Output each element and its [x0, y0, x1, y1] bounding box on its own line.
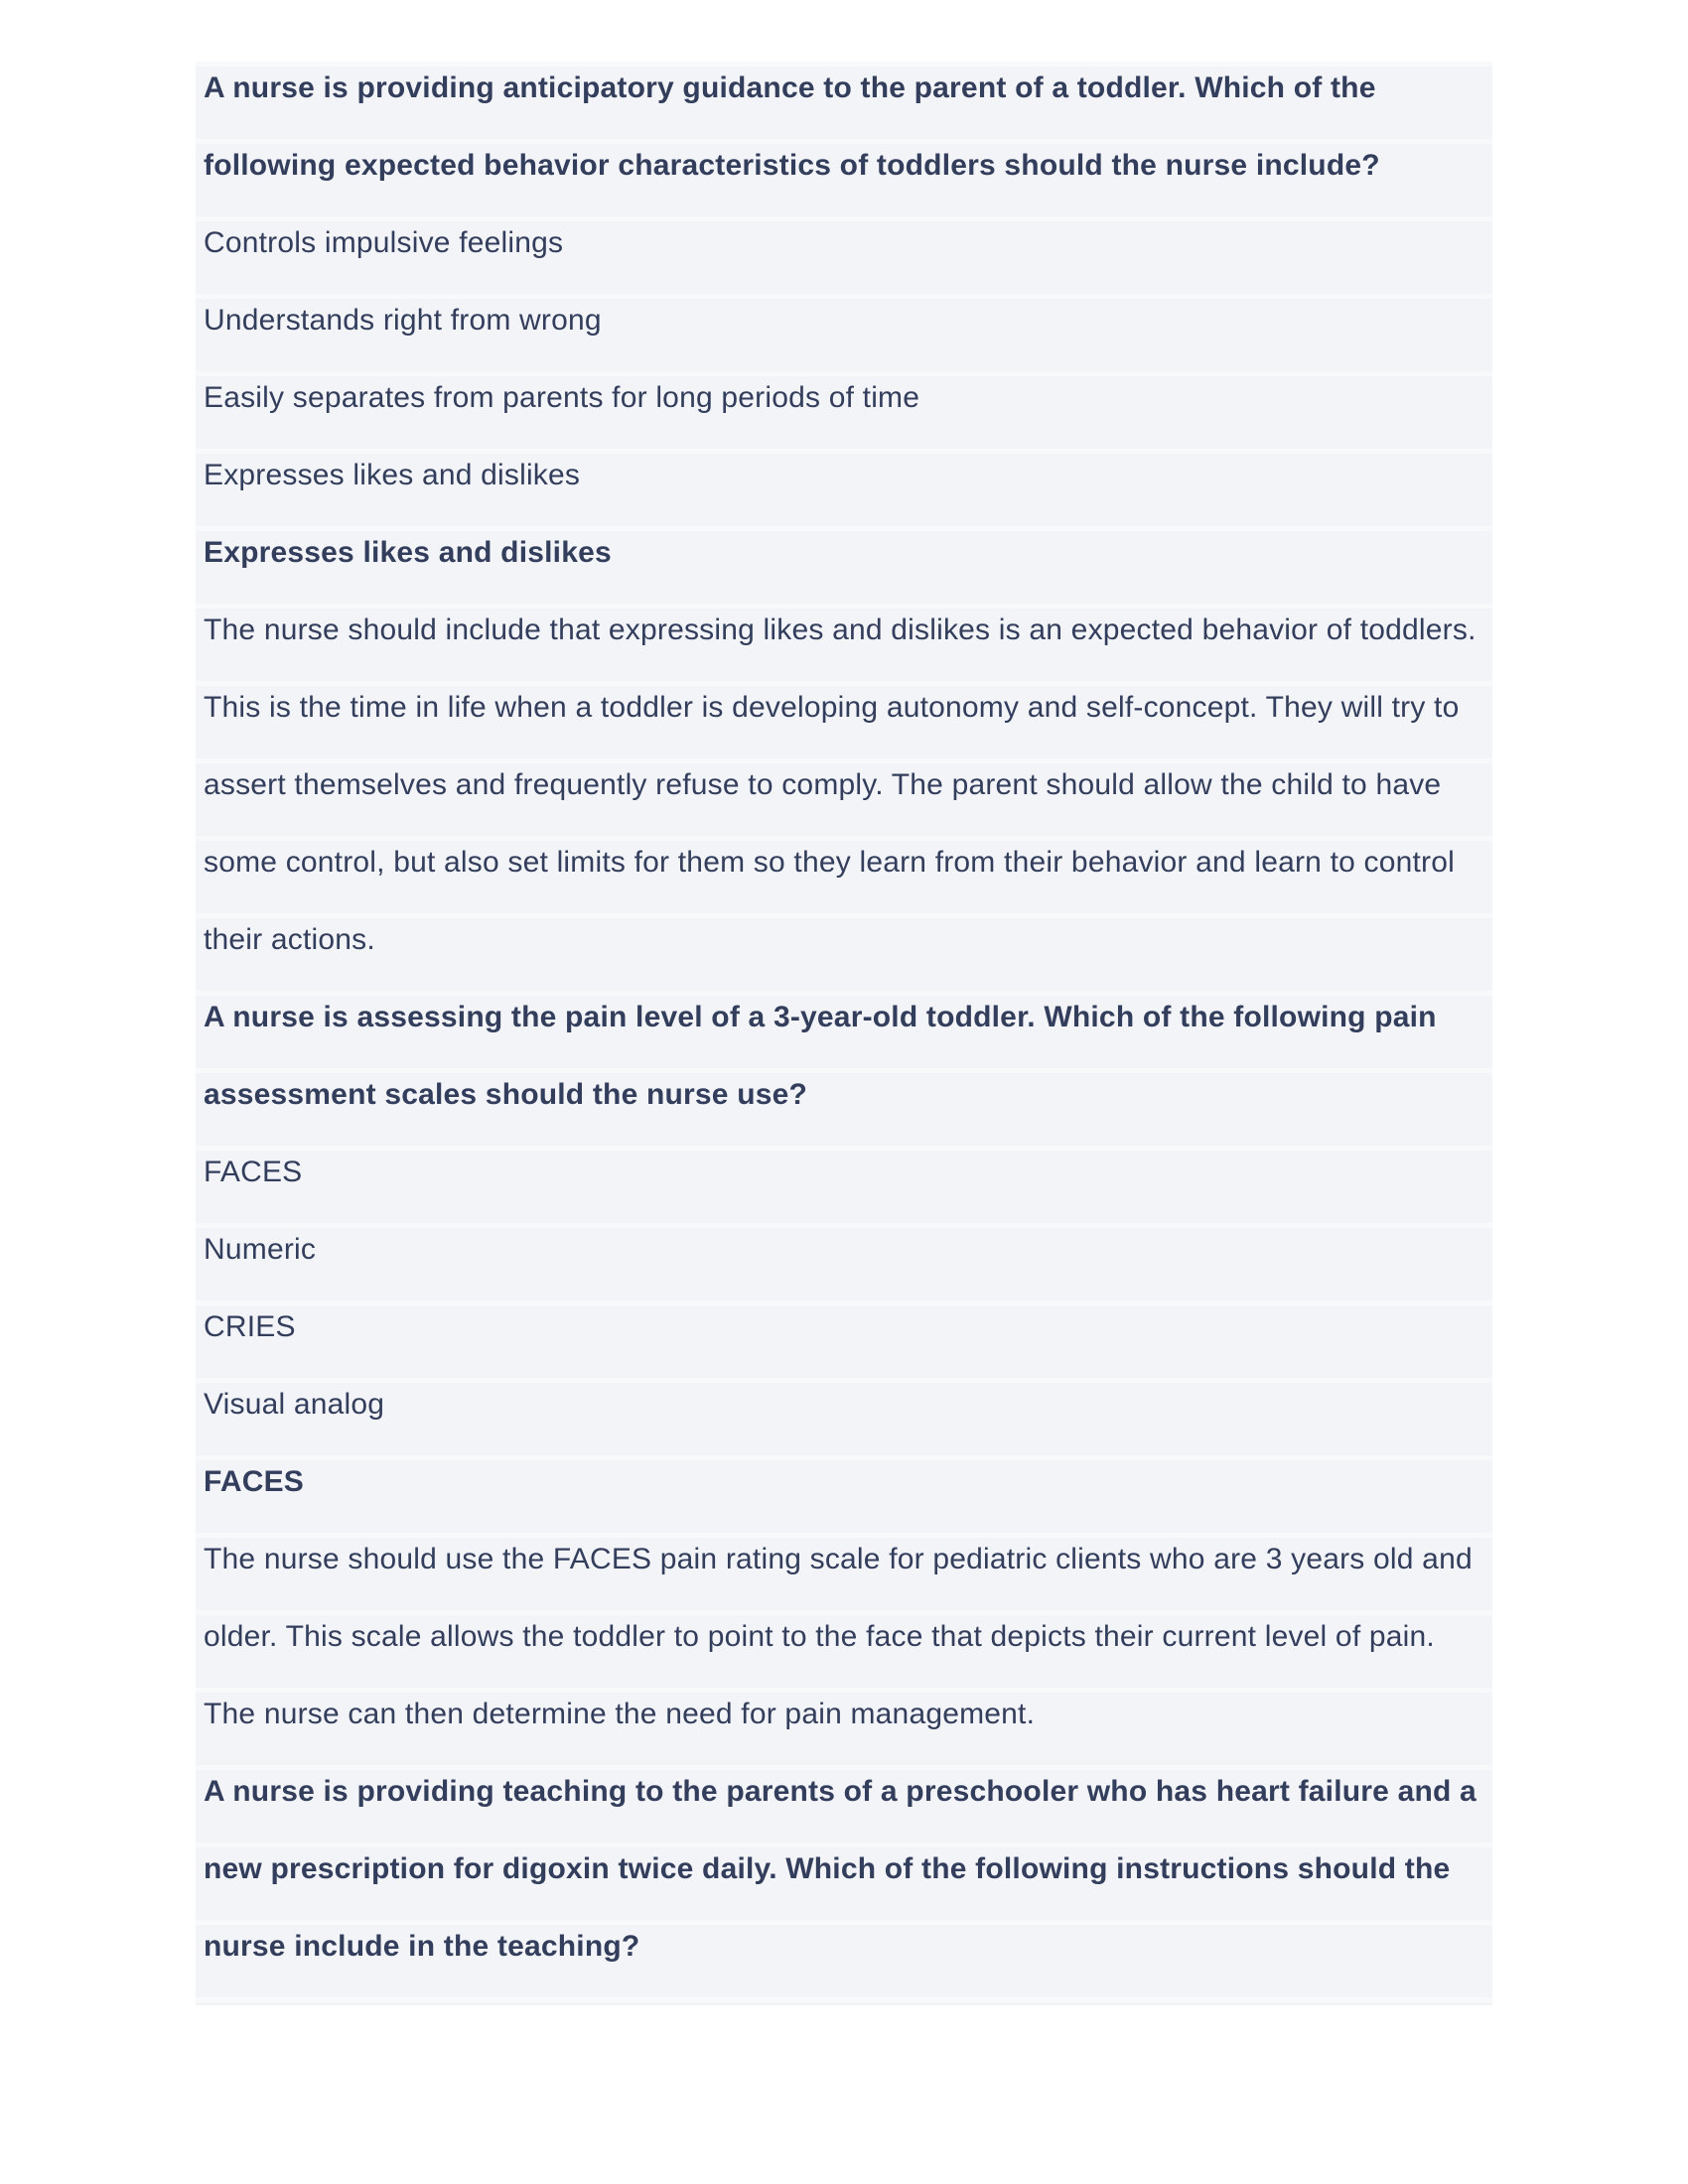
answer-text: FACES [204, 1465, 305, 1498]
option-text: CRIES [204, 1310, 296, 1343]
answer-text: Expresses likes and dislikes [204, 536, 612, 569]
option-text: Easily separates from parents for long periods of time [204, 381, 920, 414]
quiz-content-block [196, 62, 1492, 2005]
option-text: Controls impulsive feelings [204, 226, 564, 259]
option-text: FACES [204, 1156, 303, 1188]
explanation-text: The nurse should include that expressing likes and dislikes is an expected behavior of toddlers. This is the time in life when a toddler is developing autonomy and self-concept. They will try to assert themselves and frequently refuse to comply. The parent should allow the child to have some control, but also set limits for them so they learn from their behavior and learn to control their actions. [204, 614, 1477, 956]
option-text: Numeric [204, 1233, 317, 1266]
question-text: A nurse is providing anticipatory guidance to the parent of a toddler. Which of the following expected behavior characteristics of toddlers should the nurse include? [204, 71, 1380, 182]
option-text: Expresses likes and dislikes [204, 459, 581, 491]
option-text: Understands right from wrong [204, 304, 602, 337]
question-text: A nurse is assessing the pain level of a 3-year-old toddler. Which of the following pain assessment scales should the nurse use? [204, 1001, 1437, 1111]
explanation-text: The nurse should use the FACES pain rating scale for pediatric clients who are 3 years old and older. This scale allows the toddler to point to the face that depicts their current level of pain. The nurse can then determine the need for pain management. [204, 1543, 1473, 1730]
option-text: Visual analog [204, 1388, 385, 1421]
question-text: A nurse is providing teaching to the parents of a preschooler who has heart failure and a new prescription for digoxin twice daily. Which of the following instructions should the nurse include in the teaching? [204, 1775, 1477, 1963]
